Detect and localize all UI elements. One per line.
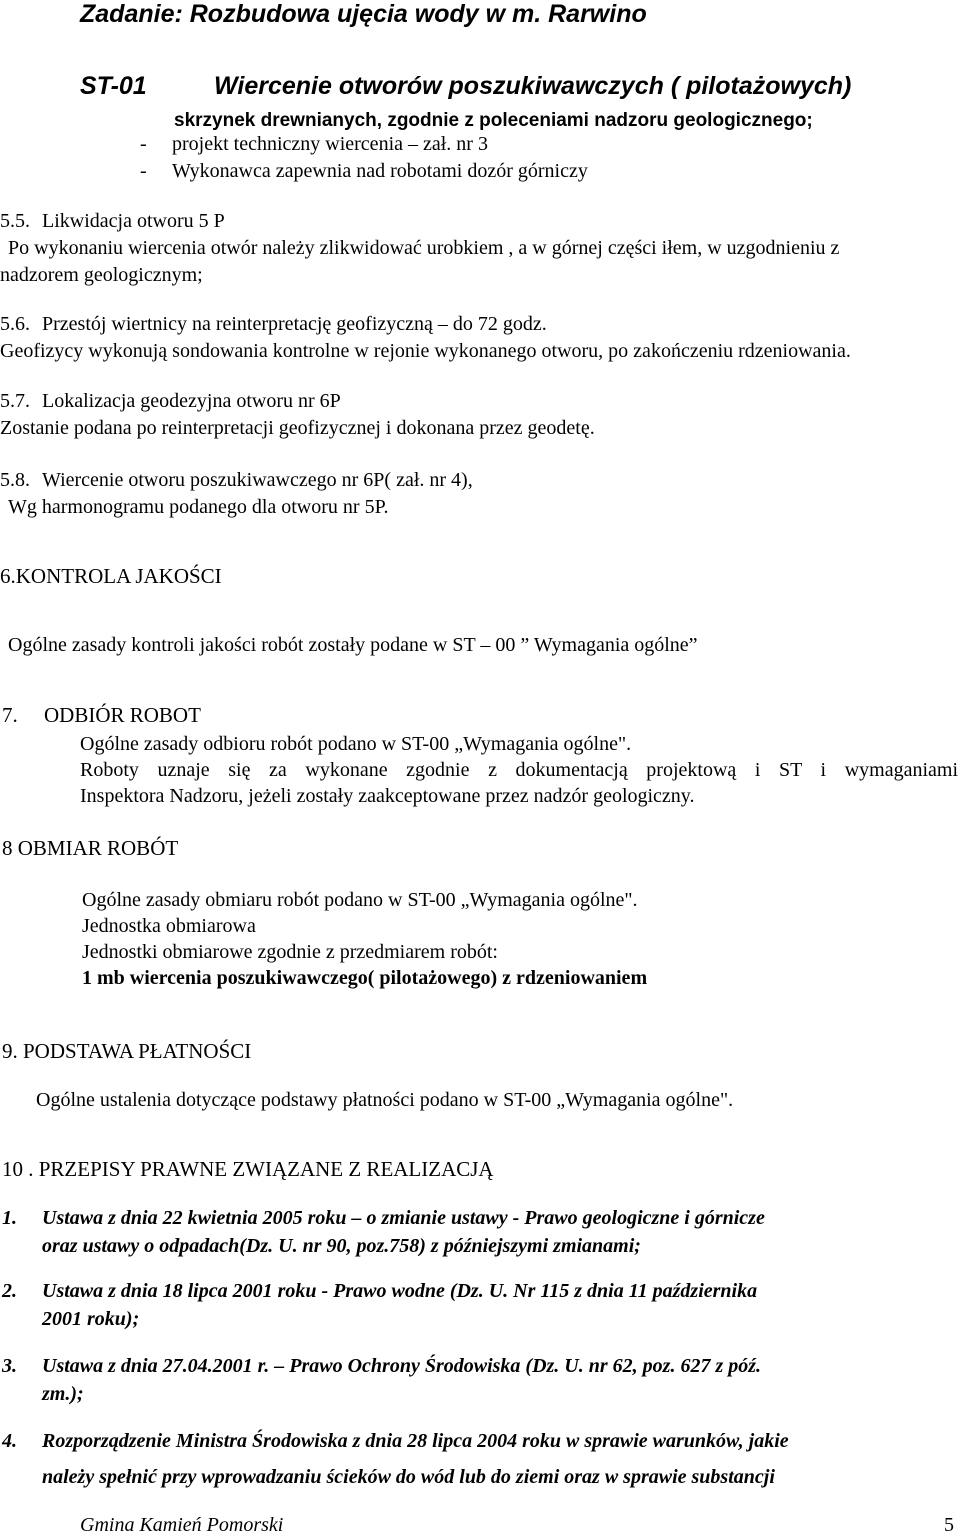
bullet-marker-2: - <box>140 160 147 182</box>
s56-line-1: Geofizycy wykonują sondowania kontrolne w rejonie wykonanego otworu, po zakończeniu rdzeniowania. <box>0 340 851 362</box>
s57-title: Lokalizacja geodezyjna otworu nr 6P <box>42 390 341 412</box>
s55-number: 5.5. <box>0 210 30 232</box>
s8-line-3: Jednostki obmiarowe zgodnie z przedmiarem robót: <box>82 941 498 963</box>
s55-line-1: Po wykonaniu wiercenia otwór należy zlikwidować urobkiem , a w górnej części iłem, w uzgodnieniu z <box>8 237 840 259</box>
s57-line-1: Zostanie podana po reinterpretacji geofizycznej i dokonana przez geodetę. <box>0 417 595 439</box>
law-2-line-1: Ustawa z dnia 18 lipca 2001 roku - Prawo wodne (Dz. U. Nr 115 z dnia 11 października <box>42 1280 758 1302</box>
s8-line-1: Ogólne zasady obmiaru robót podano w ST-00 „Wymagania ogólne". <box>82 889 638 911</box>
bullet-marker-1: - <box>140 133 147 155</box>
spec-title: Wiercenie otworów poszukiwawczych ( pilotażowych) <box>214 72 852 100</box>
s58-title: Wiercenie otworu poszukiwawczego nr 6P( zał. nr 4), <box>42 469 473 491</box>
footer-municipality: Gmina Kamień Pomorski <box>80 1514 284 1536</box>
s10-heading: 10 . PRZEPISY PRAWNE ZWIĄZANE Z REALIZACJĄ <box>2 1157 494 1181</box>
law-3-line-2: zm.); <box>42 1383 84 1405</box>
spec-code: ST-01 <box>80 72 147 100</box>
top-bullet-1: projekt techniczny wiercenia – zał. nr 3 <box>172 133 488 155</box>
s58-line-1: Wg harmonogramu podanego dla otworu nr 5P. <box>8 496 389 518</box>
s8-heading: 8 OBMIAR ROBÓT <box>2 836 179 860</box>
top-bullet-2: Wykonawca zapewnia nad robotami dozór górniczy <box>172 160 588 182</box>
s6-heading: 6.KONTROLA JAKOŚCI <box>0 564 222 588</box>
law-1-line-1: Ustawa z dnia 22 kwietnia 2005 roku – o zmianie ustawy - Prawo geologiczne i górnicze <box>42 1207 765 1229</box>
s6-line-1: Ogólne zasady kontroli jakości robót zostały podane w ST – 00 ” Wymagania ogólne” <box>8 634 698 656</box>
top-line-1: skrzynek drewnianych, zgodnie z poleceniami nadzoru geologicznego; <box>174 110 813 131</box>
task-title: Zadanie: Rozbudowa ujęcia wody w m. Rarwino <box>80 0 647 28</box>
s58-number: 5.8. <box>0 469 30 491</box>
s8-line-4: 1 mb wiercenia poszukiwawczego( pilotażowego) z rdzeniowaniem <box>82 967 648 989</box>
law-3-number: 3. <box>2 1355 17 1377</box>
s7-line-2: Roboty uznaje się za wykonane zgodnie z dokumentacją projektową i ST i wymaganiami <box>80 759 958 781</box>
s56-title: Przestój wiertnicy na reinterpretację geofizyczną – do 72 godz. <box>42 313 547 335</box>
law-1-line-2: oraz ustawy o odpadach(Dz. U. nr 90, poz.758) z późniejszymi zmianami; <box>42 1235 641 1257</box>
law-4-number: 4. <box>2 1430 17 1452</box>
s7-heading: ODBIÓR ROBOT <box>44 703 201 727</box>
law-4-line-2: należy spełnić przy wprowadzaniu ścieków do wód lub do ziemi oraz w sprawie substancji <box>42 1466 775 1488</box>
s9-heading: 9. PODSTAWA PŁATNOŚCI <box>2 1039 252 1063</box>
law-2-number: 2. <box>2 1280 17 1302</box>
law-3-line-1: Ustawa z dnia 27.04.2001 r. – Prawo Ochrony Środowiska (Dz. U. nr 62, poz. 627 z póź. <box>42 1355 762 1377</box>
s55-title: Likwidacja otworu 5 P <box>42 210 225 232</box>
law-2-line-2: 2001 roku); <box>42 1308 140 1330</box>
s9-line-1: Ogólne ustalenia dotyczące podstawy płatności podano w ST-00 „Wymagania ogólne". <box>36 1089 734 1111</box>
law-1-number: 1. <box>2 1207 17 1229</box>
s57-number: 5.7. <box>0 390 30 412</box>
s8-line-2: Jednostka obmiarowa <box>82 915 256 937</box>
s7-line-3: Inspektora Nadzoru, jeżeli zostały zaakceptowane przez nadzór geologiczny. <box>80 785 695 807</box>
law-4-line-1: Rozporządzenie Ministra Środowiska z dnia 28 lipca 2004 roku w sprawie warunków, jakie <box>42 1430 789 1452</box>
s56-number: 5.6. <box>0 313 30 335</box>
s7-line-1: Ogólne zasady odbioru robót podano w ST-00 „Wymagania ogólne". <box>80 733 632 755</box>
page-number: 5 <box>944 1514 954 1536</box>
s55-line-2: nadzorem geologicznym; <box>0 264 203 286</box>
s7-number: 7. <box>2 703 18 727</box>
